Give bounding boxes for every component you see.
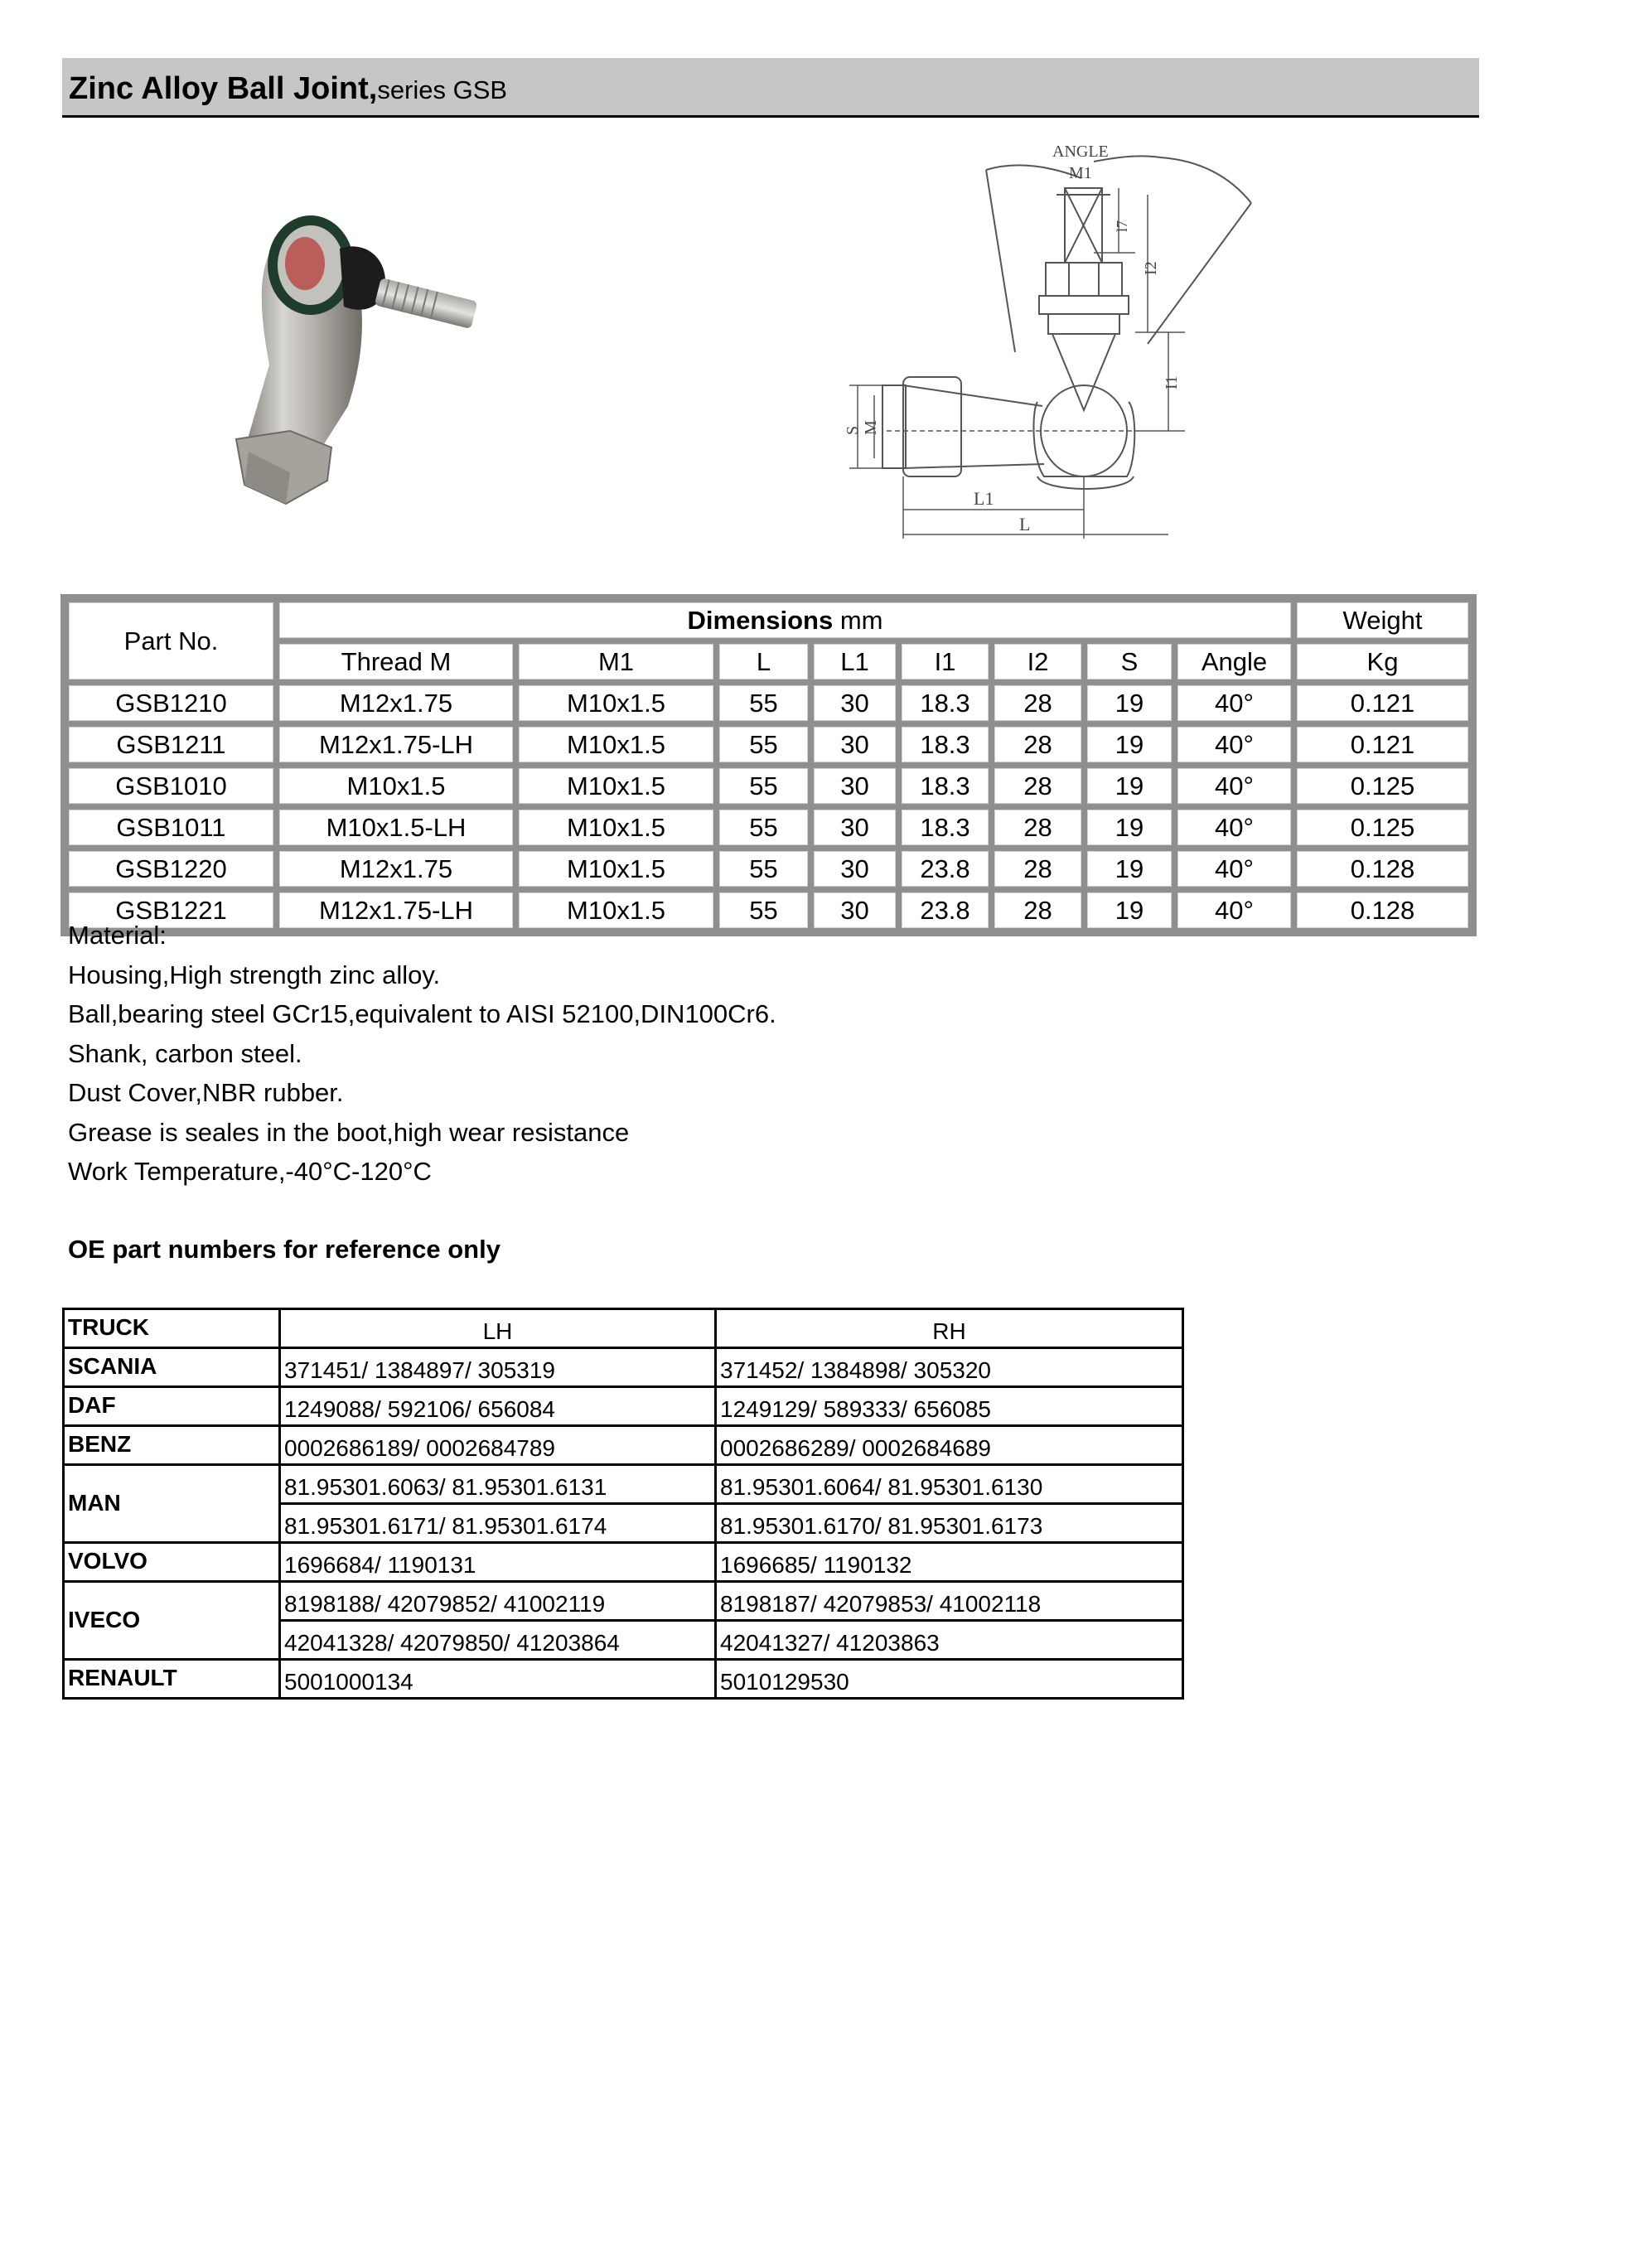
col-m1: M1 (519, 644, 713, 679)
spec-cell: 18.3 (902, 810, 989, 845)
oe-section-title: OE part numbers for reference only (68, 1235, 500, 1264)
spec-cell: 19 (1087, 727, 1172, 762)
oe-truck-maker: SCANIA (64, 1348, 280, 1387)
specification-table (60, 594, 1477, 936)
part-number-cell: GSB1220 (69, 851, 273, 887)
col-l: L (719, 644, 808, 679)
part-no-header: Part No. (69, 602, 273, 679)
spec-cell: 28 (994, 768, 1081, 804)
spec-row (69, 685, 1468, 721)
drawing-label-m1: M1 (1069, 164, 1092, 182)
spec-cell: 28 (994, 892, 1081, 928)
oe-part-numbers-table (62, 1308, 1184, 1700)
drawing-label-l1: L1 (974, 488, 994, 509)
spec-cell: 19 (1087, 892, 1172, 928)
spec-cell: 40° (1177, 892, 1291, 928)
material-line: Material: (68, 921, 167, 950)
oe-row (64, 1465, 1183, 1504)
oe-header-row (64, 1309, 1183, 1348)
spec-row (69, 768, 1468, 804)
oe-rh-numbers: 1249129/ 589333/ 656085 (716, 1387, 1183, 1426)
spec-cell: 28 (994, 727, 1081, 762)
drawing-label-m: M (862, 420, 880, 435)
col-i2: I2 (994, 644, 1081, 679)
oe-row (64, 1426, 1183, 1465)
col-i1: I1 (902, 644, 989, 679)
spec-cell: M12x1.75-LH (279, 727, 513, 762)
spec-cell: 28 (994, 810, 1081, 845)
spec-cell: 55 (719, 768, 808, 804)
drawing-label-l1-vertical: I1 (1163, 375, 1181, 389)
spec-cell: 30 (814, 768, 896, 804)
material-line: Grease is seales in the boot,high wear resistance (68, 1117, 630, 1147)
spec-cell: 30 (814, 685, 896, 721)
drawing-label-l: L (1019, 514, 1031, 534)
oe-truck-maker: BENZ (64, 1426, 280, 1465)
oe-row (64, 1348, 1183, 1387)
spec-cell: 55 (719, 851, 808, 887)
title-bar (62, 58, 1479, 118)
oe-rh-numbers: 5010129530 (716, 1660, 1183, 1699)
spec-cell: M10x1.5 (519, 768, 713, 804)
oe-rh-numbers: 81.95301.6170/ 81.95301.6173 (716, 1504, 1183, 1543)
oe-truck-maker: MAN (64, 1465, 280, 1543)
col-weight-kg: Kg (1297, 644, 1468, 679)
spec-cell: 40° (1177, 768, 1291, 804)
spec-cell: 19 (1087, 851, 1172, 887)
spec-cell: 28 (994, 685, 1081, 721)
oe-truck-maker: VOLVO (64, 1543, 280, 1582)
spec-cell: M10x1.5-LH (279, 810, 513, 845)
oe-rh-numbers: 81.95301.6064/ 81.95301.6130 (716, 1465, 1183, 1504)
spec-cell: 28 (994, 851, 1081, 887)
spec-cell: 40° (1177, 810, 1291, 845)
oe-row (64, 1543, 1183, 1582)
col-s: S (1087, 644, 1172, 679)
spec-cell: M10x1.5 (519, 685, 713, 721)
col-thread-m: Thread M (279, 644, 513, 679)
spec-cell: 0.128 (1297, 851, 1468, 887)
spec-cell: 55 (719, 685, 808, 721)
title-main: Zinc Alloy Ball Joint, (69, 71, 378, 106)
oe-rh-numbers: 8198187/ 42079853/ 41002118 (716, 1582, 1183, 1621)
spec-cell: 18.3 (902, 727, 989, 762)
drawing-label-l2: I2 (1142, 261, 1160, 275)
spec-cell: 19 (1087, 810, 1172, 845)
material-line: Housing,High strength zinc alloy. (68, 960, 441, 989)
spec-cell: M12x1.75 (279, 685, 513, 721)
drawing-label-s: S (844, 425, 862, 435)
part-number-cell: GSB1211 (69, 727, 273, 762)
oe-header-truck: TRUCK (64, 1309, 280, 1348)
spec-cell: 30 (814, 727, 896, 762)
part-number-cell: GSB1010 (69, 768, 273, 804)
oe-row (64, 1387, 1183, 1426)
oe-header-rh: RH (716, 1309, 1183, 1348)
spec-subheader-row (69, 644, 1468, 679)
spec-row (69, 810, 1468, 845)
oe-lh-numbers: 0002686189/ 0002684789 (280, 1426, 716, 1465)
oe-row (64, 1660, 1183, 1699)
spec-cell: M10x1.5 (279, 768, 513, 804)
oe-lh-numbers: 1696684/ 1190131 (280, 1543, 716, 1582)
spec-cell: M10x1.5 (519, 727, 713, 762)
material-line: Shank, carbon steel. (68, 1038, 302, 1068)
dimensions-header (279, 602, 1291, 638)
page-title (69, 71, 507, 107)
spec-cell: M10x1.5 (519, 810, 713, 845)
dimensions-label: Dimensions (687, 605, 834, 635)
part-number-cell: GSB1210 (69, 685, 273, 721)
spec-cell: 30 (814, 892, 896, 928)
material-line: Ball,bearing steel GCr15,equivalent to AISI 52100,DIN100Cr6. (68, 999, 776, 1028)
oe-rh-numbers: 0002686289/ 0002684689 (716, 1426, 1183, 1465)
spec-cell: 55 (719, 727, 808, 762)
drawing-label-angle: ANGLE (1052, 143, 1109, 161)
col-l1: L1 (814, 644, 896, 679)
spec-row (69, 727, 1468, 762)
spec-cell: 0.121 (1297, 727, 1468, 762)
spec-cell: M12x1.75-LH (279, 892, 513, 928)
oe-lh-numbers: 1249088/ 592106/ 656084 (280, 1387, 716, 1426)
material-line: Dust Cover,NBR rubber. (68, 1078, 344, 1107)
oe-truck-maker: RENAULT (64, 1660, 280, 1699)
oe-header-lh: LH (280, 1309, 716, 1348)
spec-cell: 0.125 (1297, 810, 1468, 845)
spec-cell: 19 (1087, 685, 1172, 721)
spec-cell: 40° (1177, 727, 1291, 762)
spec-cell: 55 (719, 810, 808, 845)
oe-lh-numbers: 81.95301.6171/ 81.95301.6174 (280, 1504, 716, 1543)
oe-lh-numbers: 81.95301.6063/ 81.95301.6131 (280, 1465, 716, 1504)
spec-header-row (69, 602, 1468, 638)
title-series: series GSB (377, 75, 508, 104)
spec-cell: 30 (814, 851, 896, 887)
spec-cell: 0.121 (1297, 685, 1468, 721)
material-section (68, 916, 776, 1192)
spec-cell: 23.8 (902, 851, 989, 887)
oe-rh-numbers: 371452/ 1384898/ 305320 (716, 1348, 1183, 1387)
oe-truck-maker: IVECO (64, 1582, 280, 1660)
spec-cell: 18.3 (902, 685, 989, 721)
oe-lh-numbers: 371451/ 1384897/ 305319 (280, 1348, 716, 1387)
oe-rh-numbers: 1696685/ 1190132 (716, 1543, 1183, 1582)
oe-row (64, 1582, 1183, 1621)
svg-text:l7: l7 (1114, 220, 1130, 232)
spec-cell: M10x1.5 (519, 892, 713, 928)
spec-cell: 30 (814, 810, 896, 845)
spec-cell: 23.8 (902, 892, 989, 928)
technical-drawing (820, 137, 1268, 551)
spec-cell: 0.125 (1297, 768, 1468, 804)
oe-truck-maker: DAF (64, 1387, 280, 1426)
oe-lh-numbers: 5001000134 (280, 1660, 716, 1699)
col-angle: Angle (1177, 644, 1291, 679)
dimensions-unit: mm (839, 605, 883, 635)
oe-lh-numbers: 8198188/ 42079852/ 41002119 (280, 1582, 716, 1621)
spec-row (69, 851, 1468, 887)
spec-cell: 40° (1177, 685, 1291, 721)
spec-cell: 18.3 (902, 768, 989, 804)
spec-cell: 19 (1087, 768, 1172, 804)
oe-rh-numbers: 42041327/ 41203863 (716, 1621, 1183, 1660)
oe-lh-numbers: 42041328/ 42079850/ 41203864 (280, 1621, 716, 1660)
spec-cell: 40° (1177, 851, 1291, 887)
part-number-cell: GSB1011 (69, 810, 273, 845)
spec-cell: 55 (719, 892, 808, 928)
spec-cell: 0.128 (1297, 892, 1468, 928)
part-number-cell: GSB1221 (69, 892, 273, 928)
spec-cell: M12x1.75 (279, 851, 513, 887)
ball-joint-photo (224, 199, 505, 514)
spec-cell: M10x1.5 (519, 851, 713, 887)
weight-header: Weight (1297, 602, 1468, 638)
material-line: Work Temperature,-40°C-120°C (68, 1157, 432, 1186)
